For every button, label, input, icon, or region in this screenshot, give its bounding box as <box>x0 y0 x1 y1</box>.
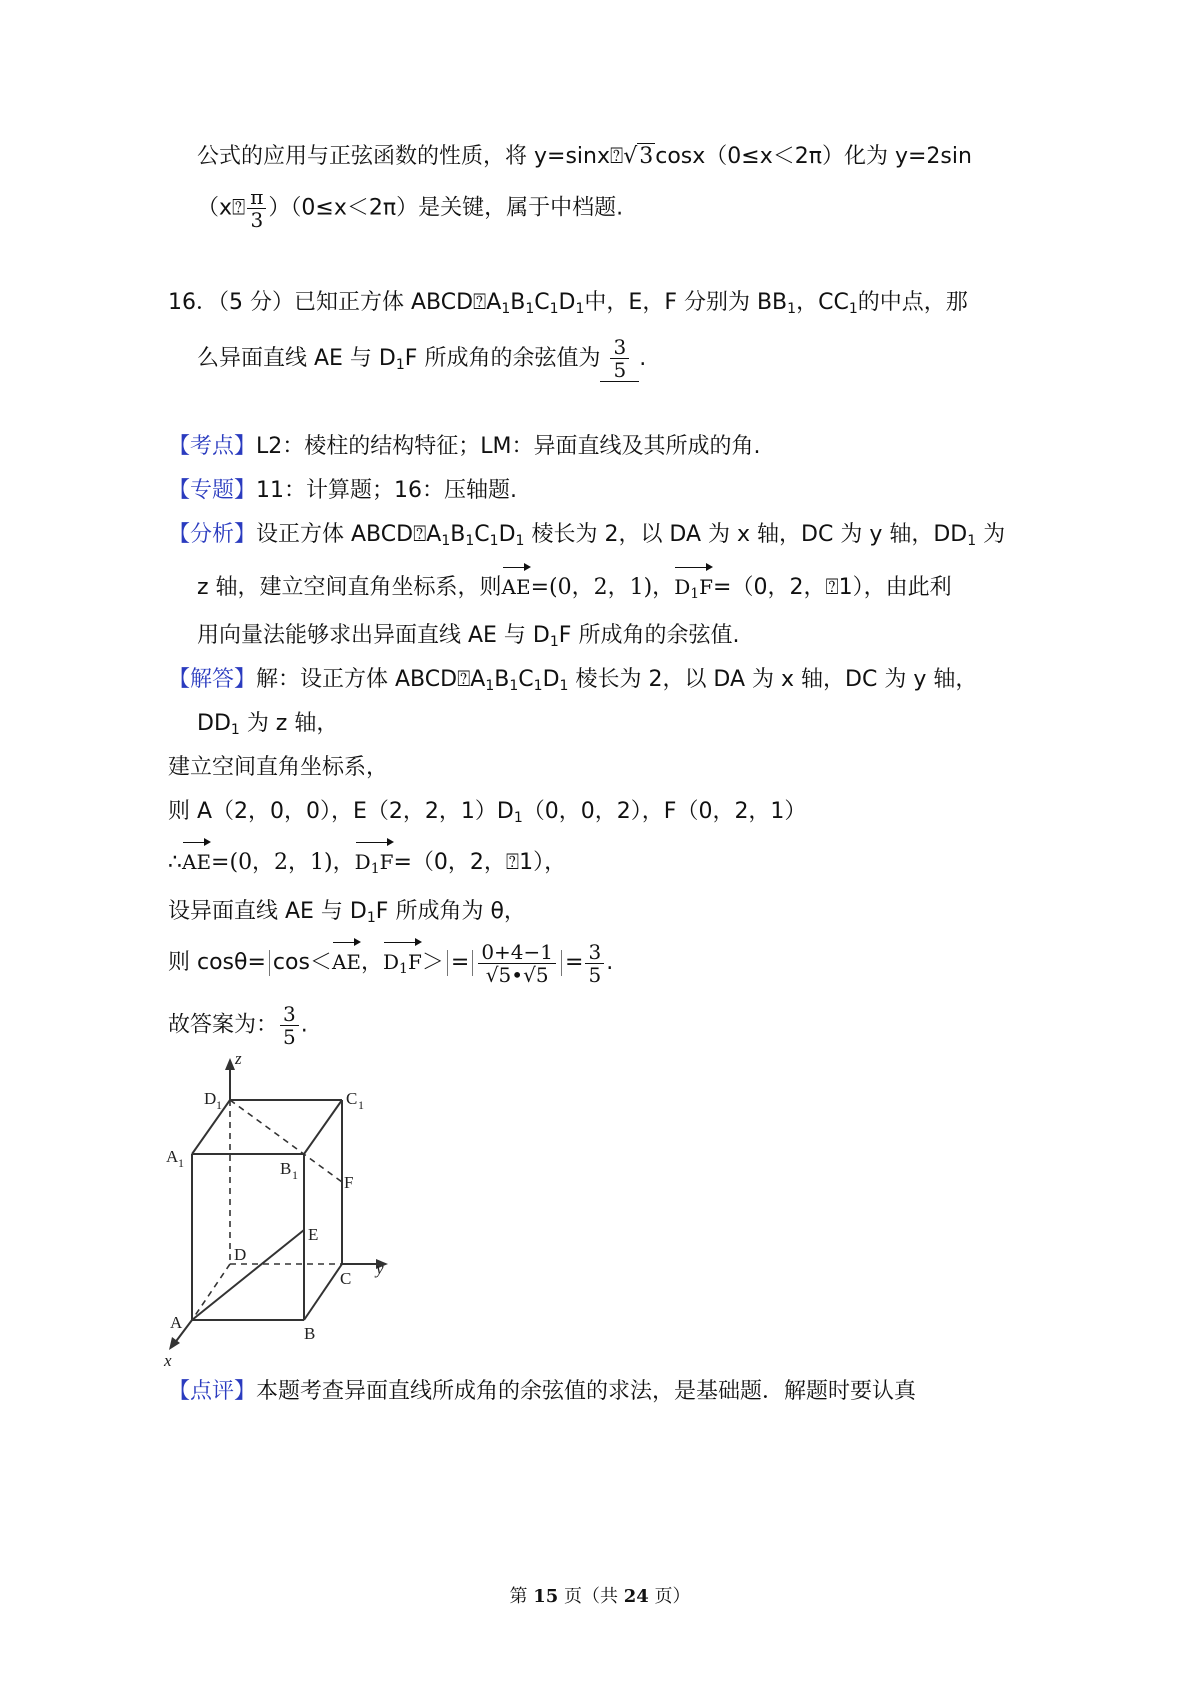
svg-text:C: C <box>340 1269 352 1288</box>
fenxi-line-1: 【分析】设正方体 $ABCD⍰A_1B_1C_1D_1$ 棱长为 2，以 DA 为 x 轴，DC 为 y 轴，$DD_1$ 为 <box>168 522 1006 549</box>
edge-a1-d1 <box>192 1100 230 1154</box>
jieda-line-5: ∴AE=(0，2，1)，$D_1F=(0$，2，⍰1）， <box>168 840 566 879</box>
dianping-tag: 【点评】 <box>168 1379 257 1404</box>
svg-text:z: z <box>235 1052 242 1068</box>
dianping: 【点评】本题考查异面直线所成角的余弦值的求法，是基础题．解题时要认真 <box>168 1379 917 1404</box>
svg-text:1: 1 <box>358 1098 364 1112</box>
vector-ae-3: AE <box>332 940 361 978</box>
jieda-line-4: 则 A（2，0，0），E（2，2，$1)D_1(0$，0，2），F（0，2，1） <box>168 799 807 826</box>
frac-pi-over-3: $\frac{\pi}{3}$ <box>247 186 266 231</box>
svg-text:A: A <box>170 1313 183 1332</box>
cos-fraction: $\frac{0+4-1}{√5•√5}$ <box>478 941 556 986</box>
svg-text:x: x <box>164 1351 172 1368</box>
kaodian-tag: 【考点】 <box>168 434 257 459</box>
edge-c1-b1 <box>304 1100 342 1154</box>
svg-text:B: B <box>304 1324 316 1343</box>
segment-a-e <box>192 1230 304 1320</box>
cube-figure <box>160 1052 400 1368</box>
problem-16-line-2: 么异面直线 AE 与 $D_1F$ 所成角的余弦值为 $\frac{3}{5}$ . <box>197 335 647 382</box>
result-fraction: $\frac{3}{5}$ <box>585 941 604 986</box>
vector-ae: AE <box>502 565 531 603</box>
page-footer: 第 15 页（共 24 页） <box>509 1586 691 1607</box>
final-answer: $\frac{3}{5}$ <box>280 1003 299 1048</box>
svg-text:B: B <box>280 1159 292 1178</box>
zhuanti-tag: 【专题】 <box>168 478 257 503</box>
problem-16-line-1: 16．（5 分）已知正方体 $ABCD⍰A_1B_1C_1D_1$中，E，F 分别为 $BB_1$，$CC_1$的中点，那 <box>168 290 968 317</box>
svg-text:D: D <box>204 1089 217 1108</box>
vector-d1f-2: $D_1F$ <box>355 840 394 878</box>
page-total: 24 <box>623 1586 649 1607</box>
svg-text:D: D <box>234 1245 247 1264</box>
vector-d1f-3: $D_1F$ <box>383 940 422 978</box>
svg-text:A: A <box>166 1147 179 1166</box>
jieda-line-6: 设异面直线 AE 与 $D_1F$ 所成角为 θ， <box>168 899 526 926</box>
jieda-line-2: $DD_1$ 为 z 轴， <box>197 711 339 738</box>
kaodian: 【考点】L2：棱柱的结构特征；LM：异面直线及其所成的角. <box>168 434 761 459</box>
svg-text:1: 1 <box>178 1156 184 1170</box>
intro-line-2: （x⍰ $\frac{\pi}{3}$ ）（0≤x＜2π）是关键，属于中档题. <box>197 185 624 232</box>
z-arrow <box>225 1058 235 1070</box>
jieda-line-3: 建立空间直角坐标系， <box>168 755 389 780</box>
fenxi-line-3: 用向量法能够求出异面直线 AE 与 $D_1F$ 所成角的余弦值. <box>197 623 740 650</box>
answer-blank: $\frac{3}{5}$ <box>600 336 639 382</box>
jieda-line-1: 【解答】解：设正方体 $ABCD⍰A_1B_1C_1D_1$ 棱长为 2，以 DA 为 x 轴，DC 为 y 轴， <box>168 667 978 694</box>
sqrt-3: √3 <box>623 144 654 169</box>
svg-text:C: C <box>346 1089 358 1108</box>
svg-text:y: y <box>376 1259 384 1278</box>
jieda-tag: 【解答】 <box>168 667 257 692</box>
zhuanti: 【专题】11：计算题；16：压轴题. <box>168 478 517 503</box>
fenxi-tag: 【分析】 <box>168 522 257 547</box>
page-number: 15 <box>533 1586 559 1607</box>
edge-b-c <box>304 1264 342 1320</box>
vector-d1f: $D_1F$ <box>674 565 713 603</box>
svg-text:E: E <box>308 1225 319 1244</box>
svg-text:1: 1 <box>216 1098 222 1112</box>
svg-text:F: F <box>344 1173 354 1192</box>
jieda-line-7: 则 cosθ= cos＜AE，$D_1F>$ = $\frac{0+4-1}{√5•√5}$ = $\frac{3}{5}$ . <box>168 939 614 987</box>
svg-text:1: 1 <box>292 1168 298 1182</box>
fenxi-line-2: z 轴，建立空间直角坐标系，则AE=(0，2，1)，$D_1F=(0$，2，⍰1），由此利 <box>197 565 952 604</box>
intro-line-1: 公式的应用与正弦函数的性质，将 y=sinx⍰√3cosx（0≤x＜2π）化为 y=2sin <box>197 141 972 173</box>
vector-ae-2: AE <box>182 840 211 878</box>
edge-d-a <box>192 1264 230 1320</box>
jieda-line-8: 故答案为： $\frac{3}{5}$ . <box>168 1002 308 1049</box>
